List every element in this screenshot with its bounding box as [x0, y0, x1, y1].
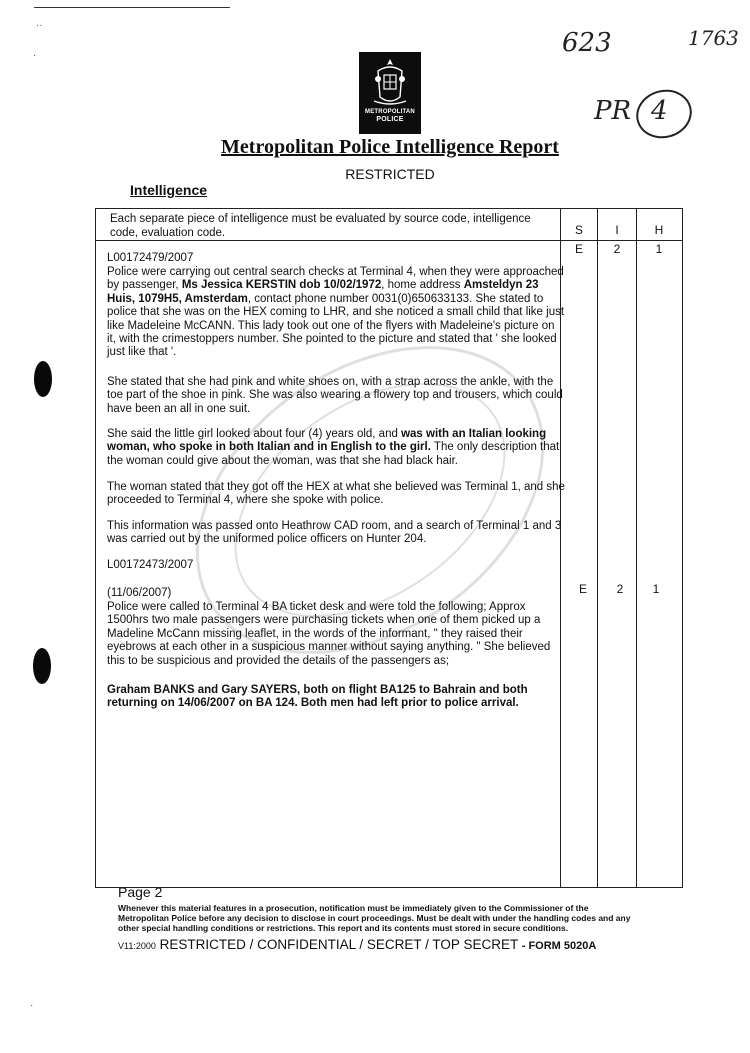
entry2-source-code: E [578, 582, 587, 596]
column-header-s: S [574, 223, 583, 237]
intel-reference-2: L00172473/2007 [107, 559, 194, 571]
classification-levels: RESTRICTED / CONFIDENTIAL / SECRET / TOP SECRET [159, 937, 518, 952]
header-divider [95, 240, 683, 241]
entry2-evaluation-code: 1 [652, 582, 660, 596]
handwritten-page-number: 623 [562, 28, 612, 58]
column-header-i: I [615, 223, 619, 237]
entry2-intelligence-code: 2 [616, 582, 624, 596]
table-instruction: Each separate piece of intelligence must be evaluated by source code, intelligence code, evaluation code. [110, 213, 531, 239]
handwritten-ref-number: 1763 [688, 26, 739, 50]
intel-reference-1: L00172479/2007 [107, 252, 194, 264]
crest-icon [370, 57, 410, 107]
intel-paragraph-1: Police were carrying out central search checks at Terminal 4, when they were approached by passenger, Ms Jessica KERSTIN dob 10/02/1972, home address Amsteldyn 23 Huis, 1079H5, Amsterdam, contact phone number 0031(0)650633133. She stated to police that she was on the HEX coming to LHR, and she noticed a small child that like just like Madeleine McCANN. This lady took out one of the flyers with Madeleine's picture on it, with the crimestoppers number. She pointed to the picture and stated that ' she looked just like that '. [107, 266, 565, 359]
classification-footer [118, 937, 596, 952]
intel-paragraph-5: This information was passed onto Heathrow CAD room, and a search of Terminal 1 and 3 was carried out by the uniformed police officers on Hunter 204. [107, 520, 562, 546]
classification-label: RESTRICTED [345, 166, 435, 182]
police-crest-logo [359, 52, 421, 134]
punch-hole [34, 361, 52, 397]
crest-text-line2: POLICE [376, 116, 404, 123]
intel-paragraph-4: The woman stated that they got off the HEX at what she believed was Terminal 1, and she proceeded to Terminal 4, where she spoke with police. [107, 481, 565, 507]
scan-speck: · [33, 50, 37, 61]
page-number: Page 2 [118, 884, 163, 900]
entry1-evaluation-code: 1 [655, 242, 663, 256]
intel-paragraph-2: She stated that she had pink and white shoes on, with a strap across the ankle, with the toe part of the shoe in pink. She was also wearing a flowery top and trousers, which could have been an all in one suit. [107, 376, 563, 415]
scan-speck: ·· [36, 20, 43, 31]
section-heading: Intelligence [130, 182, 208, 198]
handwritten-circled-number: 4 [651, 96, 668, 126]
intel-paragraph-6: Police were called to Terminal 4 BA ticket desk and were told the following; Approx 1500hrs two male passengers were purchasing tickets when one of them picked up a Madeline McCann missing leaflet, in the words of the informant, " they raised their eyebrows at each other in a suspicious manner without saying anything. " She believed this to be suspicious and provided the details of the passengers as; [107, 601, 551, 667]
form-version: V11:2000 [118, 941, 156, 951]
column-header-h: H [654, 223, 664, 237]
handling-notice: Whenever this material features in a prosecution, notification must be immediately given to the Commissioner of the Metropolitan Police before any decision to disclose in court proceedings. Must be dealt with under the handling codes and any other special handling conditions or restrictions. This report and its contents must stored in secure conditions. [118, 903, 631, 933]
entry1-source-code: E [574, 242, 583, 256]
form-number: - FORM 5020A [521, 940, 597, 952]
scan-speck: · [30, 1000, 34, 1011]
intel-paragraph-7: Graham BANKS and Gary SAYERS, both on flight BA125 to Bahrain and both returning on 14/06/2007 on BA 124. Both men had left prior to police arrival. [107, 684, 528, 710]
column-divider [636, 208, 637, 888]
column-divider [597, 208, 598, 888]
scan-edge-line [34, 7, 230, 8]
crest-text-line1: METROPOLITAN [365, 109, 415, 115]
intel-date-2: (11/06/2007) [107, 587, 172, 599]
punch-hole [33, 648, 51, 684]
entry1-intelligence-code: 2 [613, 242, 621, 256]
handwritten-mark: PR [594, 96, 632, 126]
report-title: Metropolitan Police Intelligence Report [221, 136, 559, 158]
intel-paragraph-3: She said the little girl looked about four (4) years old, and was with an Italian looking woman, who spoke in both Italian and in English to the girl. The only description that the woman could give about the woman, was that she had black hair. [107, 428, 560, 467]
